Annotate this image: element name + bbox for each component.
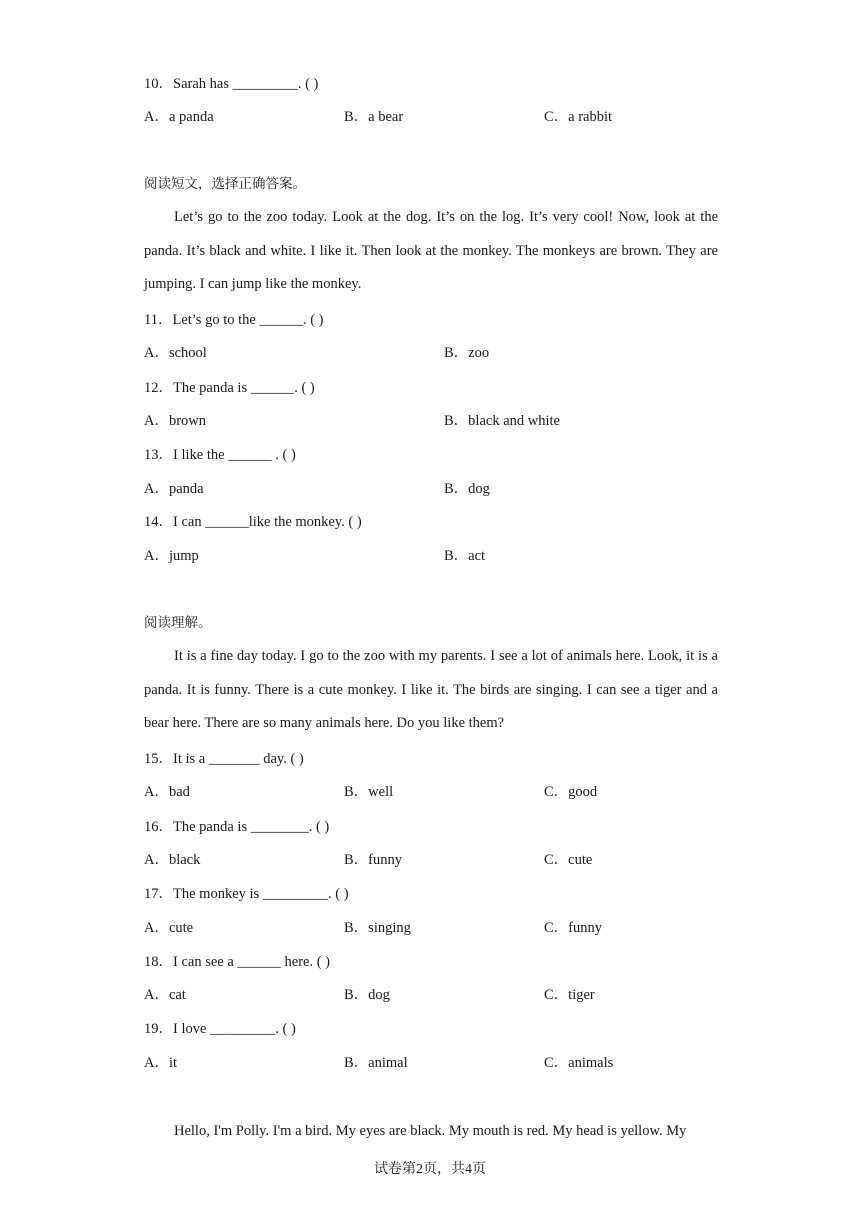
question-11-stem: 11．Let’s go to the ______. ( ) — [144, 312, 324, 328]
question-16-option-c: C．cute — [544, 852, 593, 868]
question-17-stem: 17．The monkey is _________. ( ) — [144, 886, 349, 902]
question-16-stem: 16．The panda is ________. ( ) — [144, 819, 330, 835]
section-1-passage: Let’s go to the zoo today. Look at the dog. It’s on the log. It’s very cool! Now, look at the panda. It’s black and white. I like it. Then look at the monkey. The monkeys are brown. They are jumping. I can jump like the monkey. — [144, 209, 718, 292]
question-12-option-b: B．black and white — [444, 413, 560, 429]
question-19-option-c: C．animals — [544, 1055, 614, 1071]
question-18-option-a: A．cat — [144, 987, 186, 1003]
question-14-option-a: A．jump — [144, 548, 199, 564]
section-2-passage: It is a fine day today. I go to the zoo with my parents. I see a lot of animals here. Look, it is a panda. It is funny. There is a cute monkey. I like it. The birds are singing. I can see a tiger and a bear here. There are so many animals here. Do you like them? — [144, 648, 718, 731]
question-12-stem: 12．The panda is ______. ( ) — [144, 380, 315, 396]
question-13-stem: 13．I like the ______ . ( ) — [144, 447, 296, 463]
question-16-option-a: A．black — [144, 852, 201, 868]
question-10-option-b: B．a bear — [344, 109, 404, 125]
question-15-option-a: A．bad — [144, 784, 190, 800]
question-18-option-c: C．tiger — [544, 987, 595, 1003]
question-19-option-b: B．animal — [344, 1055, 408, 1071]
question-17-option-a: A．cute — [144, 920, 194, 936]
question-10-stem: 10．Sarah has _________. ( ) — [144, 76, 319, 92]
question-19-option-a: A．it — [144, 1055, 178, 1071]
section-2-title: 阅读理解。 — [144, 615, 212, 631]
question-15-stem: 15．It is a _______ day. ( ) — [144, 751, 304, 767]
question-13-option-a: A．panda — [144, 481, 204, 497]
question-10-option-c: C．a rabbit — [544, 109, 613, 125]
question-11-option-b: B．zoo — [444, 345, 490, 361]
question-18-option-b: B．dog — [344, 987, 390, 1003]
question-18-stem: 18．I can see a ______ here. ( ) — [144, 954, 331, 970]
question-14-option-b: B．act — [444, 548, 486, 564]
section-3-passage: Hello, I'm Polly. I'm a bird. My eyes are black. My mouth is red. My head is yellow. My — [174, 1123, 687, 1139]
question-16-option-b: B．funny — [344, 852, 402, 868]
question-15-option-b: B．well — [344, 784, 394, 800]
question-15-option-c: C．good — [544, 784, 598, 800]
question-10-option-a: A．a panda — [144, 109, 214, 125]
section-1-title: 阅读短文，选择正确答案。 — [144, 176, 306, 192]
question-17-option-c: C．funny — [544, 920, 602, 936]
question-13-option-b: B．dog — [444, 481, 490, 497]
question-12-option-a: A．brown — [144, 413, 207, 429]
question-17-option-b: B．singing — [344, 920, 411, 936]
question-19-stem: 19．I love _________. ( ) — [144, 1021, 296, 1037]
question-14-stem: 14．I can ______like the monkey. ( ) — [144, 514, 362, 530]
page-footer: 试卷第2页，共4页 — [374, 1162, 486, 1177]
question-11-option-a: A．school — [144, 345, 207, 361]
